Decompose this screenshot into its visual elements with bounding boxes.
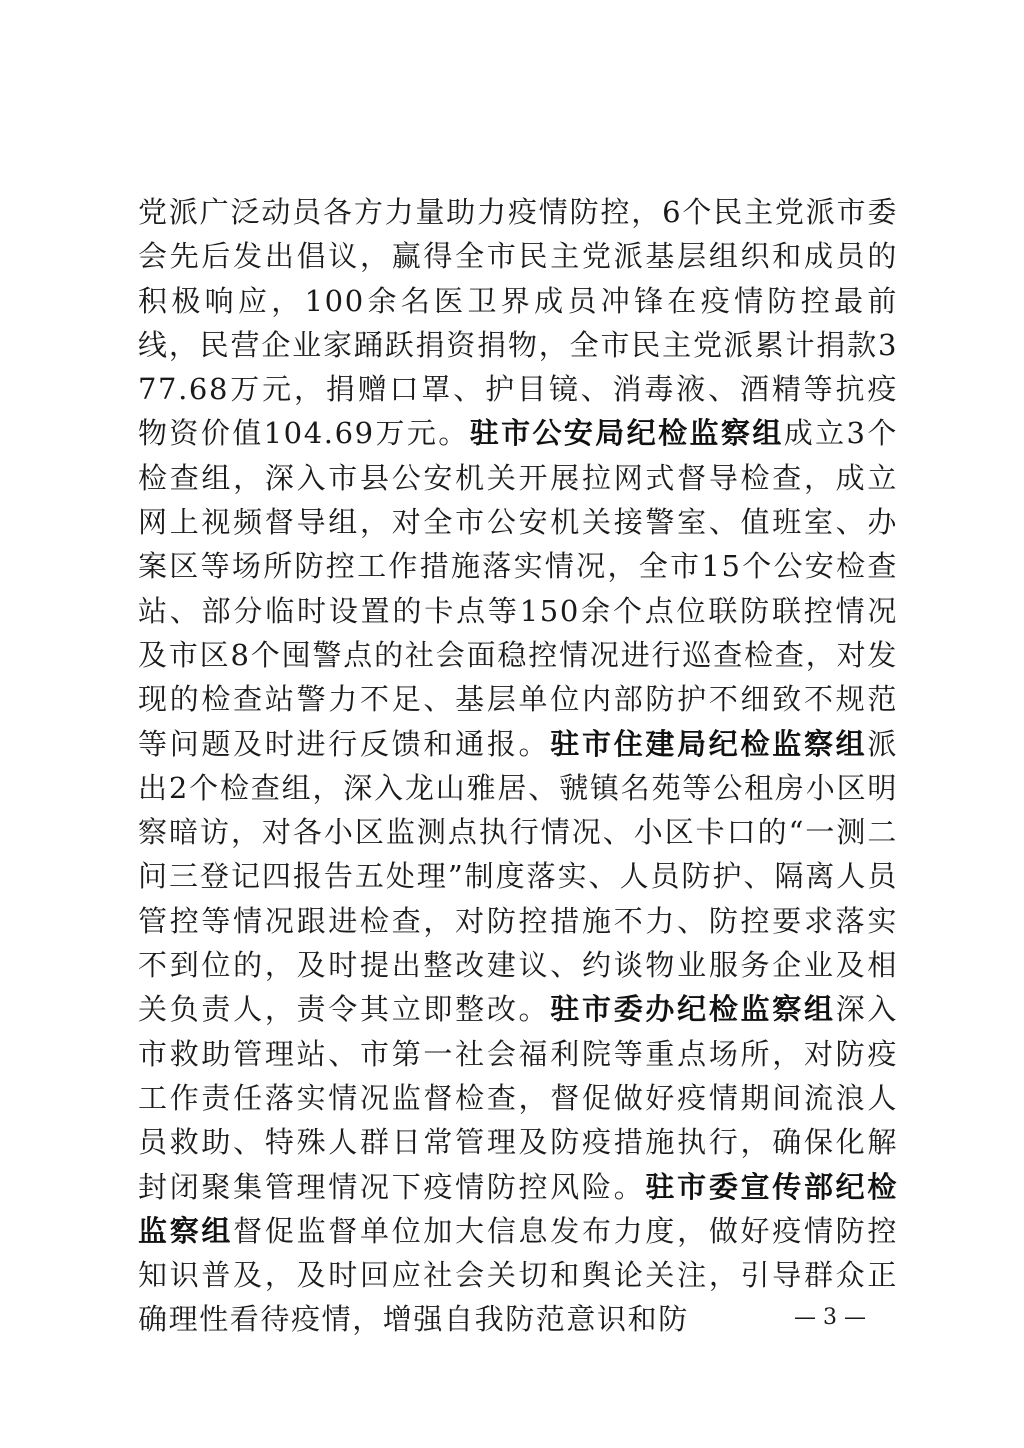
paragraph-text: 督促监督单位加大信息发布力度，做好疫情防控知识普及，及时回应社会关切和舆论关注，引导群众正确理性看待疫情，增强自我防范意识和防 (138, 1213, 898, 1337)
body-paragraph (138, 190, 898, 1342)
paragraph-text: 成立3个检查组，深入市县公安机关开展拉网式督导检查，成立网上视频督导组，对全市公安机关接警室、值班室、办案区等场所防控工作措施落实情况，全市15个公安检查站、部分临时设置的卡点等150余个点位联防联控情况及市区8个囤警点的社会面稳控情况进行巡查检查，对发现的检查站警力不足、基层单位内部防护不细致不规范等问题及时进行反馈和通报。 (138, 416, 898, 761)
page-number: — 3 — (794, 1305, 866, 1330)
section-lead-publicity: 驻市委宣传部纪检监察组 (138, 1169, 898, 1248)
paragraph-text: 深入市救助管理站、市第一社会福利院等重点场所，对防疫工作责任落实情况监督检查，督促做好疫情期间流浪人员救助、特殊人群日常管理及防疫措施执行，确保化解封闭聚集管理情况下疫情防控风险。 (138, 992, 898, 1204)
paragraph-text: 党派广泛动员各方力量助力疫情防控，6个民主党派市委会先后发出倡议，赢得全市民主党派基层组织和成员的积极响应，100余名医卫界成员冲锋在疫情防控最前线，民营企业家踊跃捐资捐物，全市民主党派累计捐款377.68万元，捐赠口罩、护目镜、消毒液、酒精等抗疫物资价值104.69万元。 (138, 195, 898, 451)
section-lead-housing: 驻市住建局纪检监察组 (550, 726, 868, 761)
section-lead-party-office: 驻市委办纪检监察组 (550, 992, 836, 1027)
paragraph-text: 派出2个检查组，深入龙山雅居、虢镇名苑等公租房小区明察暗访，对各小区监测点执行情况、小区卡口的“一测二问三登记四报告五处理”制度落实、人员防护、隔离人员管控等情况跟进检查，对防控措施不力、防控要求落实不到位的，及时提出整改建议、约谈物业服务企业及相关负责人，责令其立即整改。 (138, 726, 898, 1027)
section-lead-public-security: 驻市公安局纪检监察组 (469, 416, 784, 451)
